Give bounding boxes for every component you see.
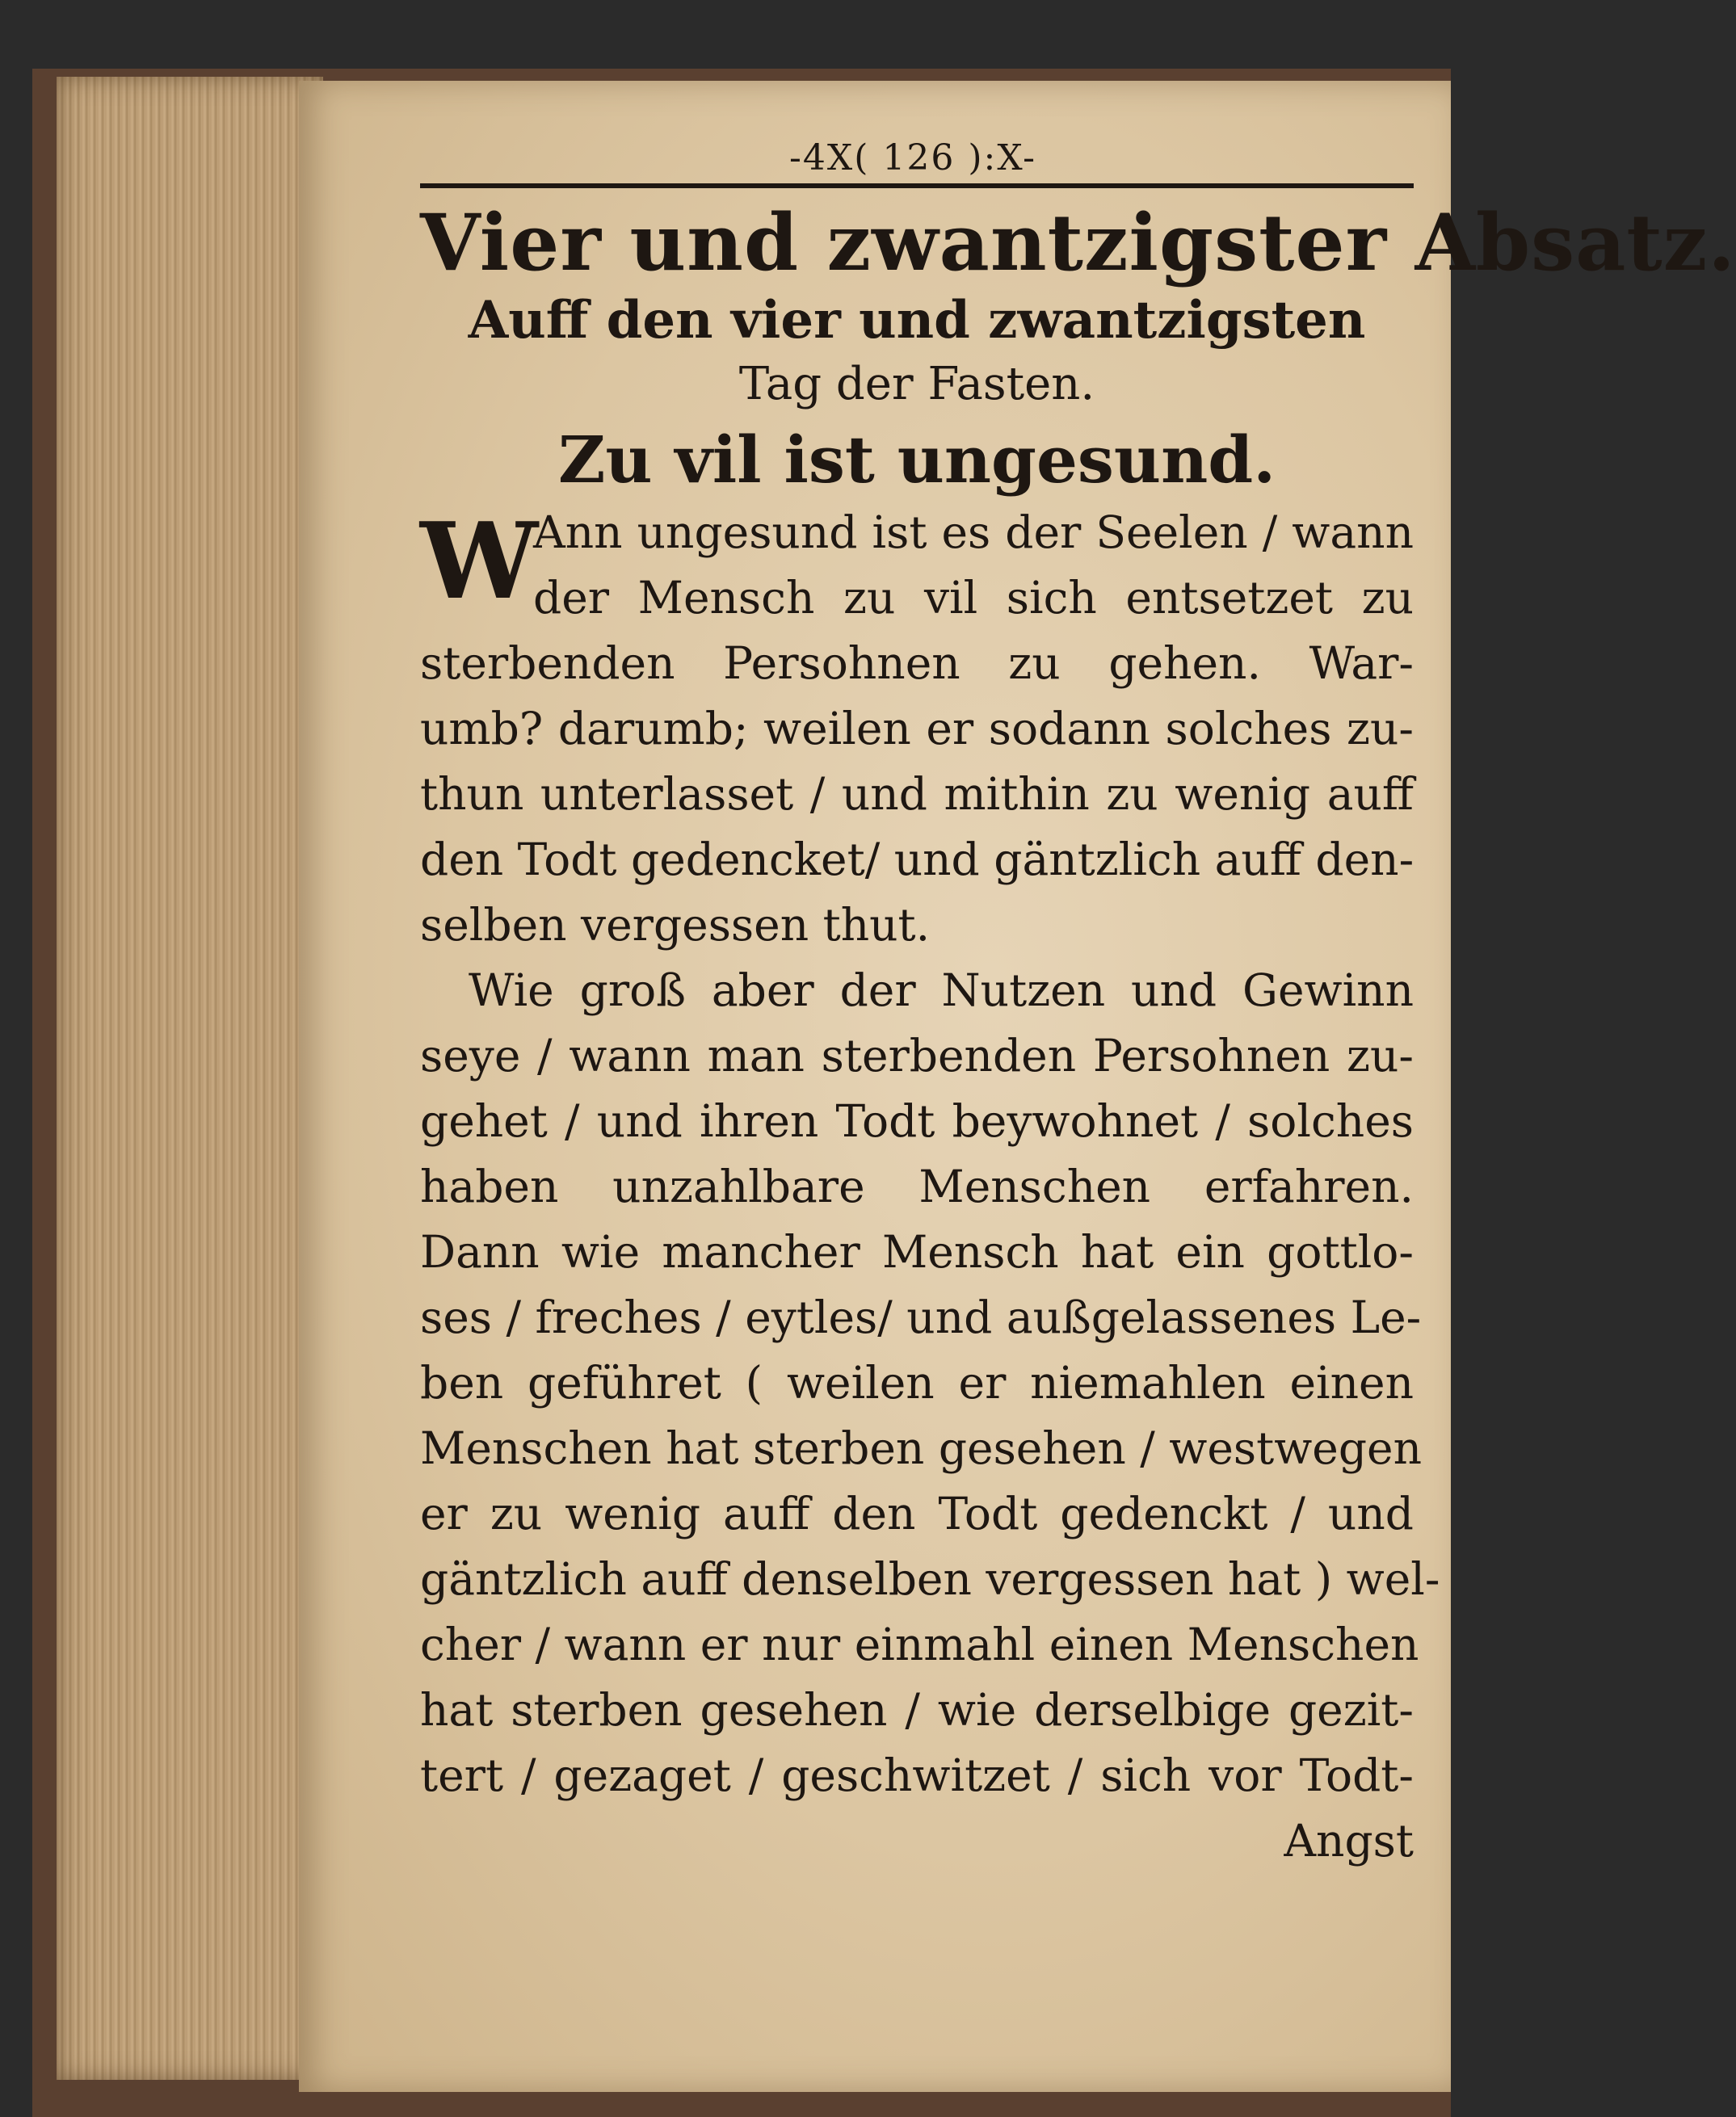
text-line: seye / wann man sterbenden Persohnen zu- <box>420 1030 1414 1082</box>
text-line: er zu wenig auff den Todt gedenckt / und <box>420 1488 1414 1539</box>
text-line: ses / freches / eytles/ und außgelassenes Le- <box>420 1292 1422 1343</box>
text-line: Ann ungesund ist es der Seelen / wann <box>533 506 1414 558</box>
paragraph-2 <box>420 958 1440 1808</box>
text-line: cher / wann er nur einmahl einen Menschen <box>420 1619 1419 1670</box>
text-line: selben vergessen thut. <box>420 899 931 951</box>
page-text <box>420 137 1736 1874</box>
text-line: den Todt gedencket/ und gäntzlich auff den- <box>420 834 1414 885</box>
text-line: thun unterlasset / und mithin zu wenig auff <box>420 768 1414 820</box>
subheading-line-2: Tag der Fasten. <box>738 358 1095 410</box>
paragraph-1 <box>420 500 1414 958</box>
text-line: Wie groß aber der Nutzen und Gewinn <box>469 964 1414 1016</box>
text-line: Dann wie mancher Mensch hat ein gottlo- <box>420 1226 1414 1278</box>
text-line: hat sterben gesehen / wie derselbige gezit- <box>420 1684 1414 1736</box>
header-rule <box>420 183 1414 188</box>
text-line: gehet / und ihren Todt beywohnet / solches <box>420 1095 1414 1147</box>
drop-cap: W <box>420 499 538 623</box>
text-line: Menschen hat sterben gesehen / westwegen <box>420 1422 1422 1474</box>
text-line: ben geführet ( weilen er niemahlen einen <box>420 1357 1414 1409</box>
catchword: Angst <box>1284 1815 1414 1867</box>
page-header: -4X( 126 ):X- <box>789 137 1036 179</box>
text-line: umb? darumb; weilen er sodann solches zu- <box>420 703 1414 754</box>
text-line: sterbenden Persohnen zu gehen. War- <box>420 637 1414 689</box>
motto: Zu vil ist ungesund. <box>557 422 1276 498</box>
page-edges <box>57 77 323 2080</box>
text-line: tert / gezaget / geschwitzet / sich vor Todt- <box>420 1749 1414 1801</box>
text-line: der Mensch zu vil sich entsetzet zu <box>533 572 1414 624</box>
text-line: haben unzahlbare Menschen erfahren. <box>420 1161 1414 1212</box>
text-line: gäntzlich auff denselben vergessen hat ) wel- <box>420 1553 1440 1605</box>
section-heading: Vier und zwantzigster Absatz. <box>420 197 1736 288</box>
subheading-line-1: Auff den vier und zwantzigsten <box>468 290 1366 351</box>
